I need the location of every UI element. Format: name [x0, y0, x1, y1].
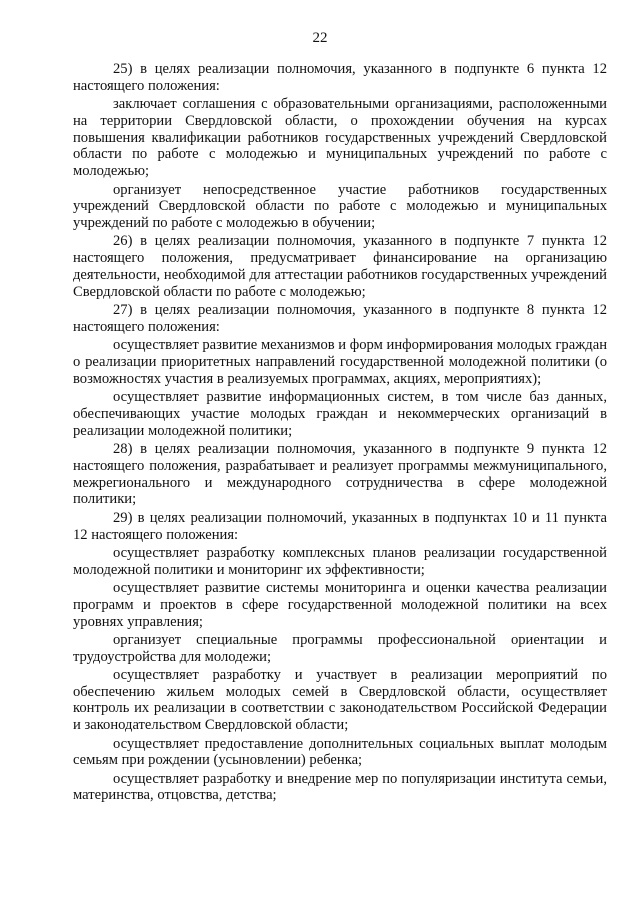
paragraph-item-25-intro: 25) в целях реализации полномочия, указанного в подпункте 6 пункта 12 настоящего положения:: [73, 61, 607, 94]
paragraph-monitoring-system: осуществляет развитие системы мониторинга и оценки качества реализации программ и проектов в сфере государственной молодежной политики на всех уровнях управления;: [73, 579, 607, 630]
paragraph-housing-young-families: осуществляет разработку и участвует в реализации мероприятий по обеспечению жильем молодых семей в Свердловской области, осуществляет контроль их реализации в соответствии с законодательством Российской Федерации и законодательством Свердловской области;: [73, 666, 607, 734]
paragraph-informing-mechanisms: осуществляет развитие механизмов и форм информирования молодых граждан о реализации приоритетных направлений государственной молодежной политики (о возможностях участия в реализуемых программах, акциях, мероприятиях);: [73, 337, 607, 387]
paragraph-information-systems: осуществляет развитие информационных систем, в том числе баз данных, обеспечивающих участие молодых граждан и некоммерческих организаций в реализации молодежной политики;: [73, 389, 607, 439]
paragraph-career-guidance: организует специальные программы профессиональной ориентации и трудоустройства для молодежи;: [73, 631, 607, 665]
paragraph-item-29-intro: 29) в целях реализации полномочий, указанных в подпунктах 10 и 11 пункта 12 настоящего положения:: [73, 509, 607, 543]
paragraph-item-27-intro: 27) в целях реализации полномочия, указанного в подпункте 8 пункта 12 настоящего положения:: [73, 302, 607, 335]
paragraph-training-agreements: заключает соглашения с образовательными организациями, расположенными на территории Свердловской области, о прохождении обучения на курсах повышения квалификации работников государственных учреждений Свердловской области по работе с молодежью и муниципальных учреждений по работе с молодежью;: [73, 96, 607, 180]
document-body: [73, 61, 607, 806]
paragraph-training-participation: организует непосредственное участие работников государственных учреждений Свердловской области по работе с молодежью и муниципальных учреждений по работе с молодежью в обучении;: [73, 181, 607, 232]
page-number: 22: [312, 30, 328, 46]
paragraph-family-popularization: осуществляет разработку и внедрение мер по популяризации института семьи, материнства, отцовства, детства;: [73, 770, 607, 804]
paragraph-social-payments: осуществляет предоставление дополнительных социальных выплат молодым семьям при рождении (усыновлении) ребенка;: [73, 735, 607, 769]
paragraph-item-28: 28) в целях реализации полномочия, указанного в подпункте 9 пункта 12 настоящего положения, разрабатывает и реализует программы межмуниципального, межрегионального и международного сотрудничества в сфере молодежной политики;: [73, 441, 607, 508]
paragraph-item-26: 26) в целях реализации полномочия, указанного в подпункте 7 пункта 12 настоящего положения, предусматривает финансирование на организацию деятельности, необходимой для аттестации работников государственных учреждений Свердловской области по работе с молодежью;: [73, 233, 607, 300]
paragraph-complex-plans: осуществляет разработку комплексных планов реализации государственной молодежной политики и мониторинг их эффективности;: [73, 544, 607, 578]
